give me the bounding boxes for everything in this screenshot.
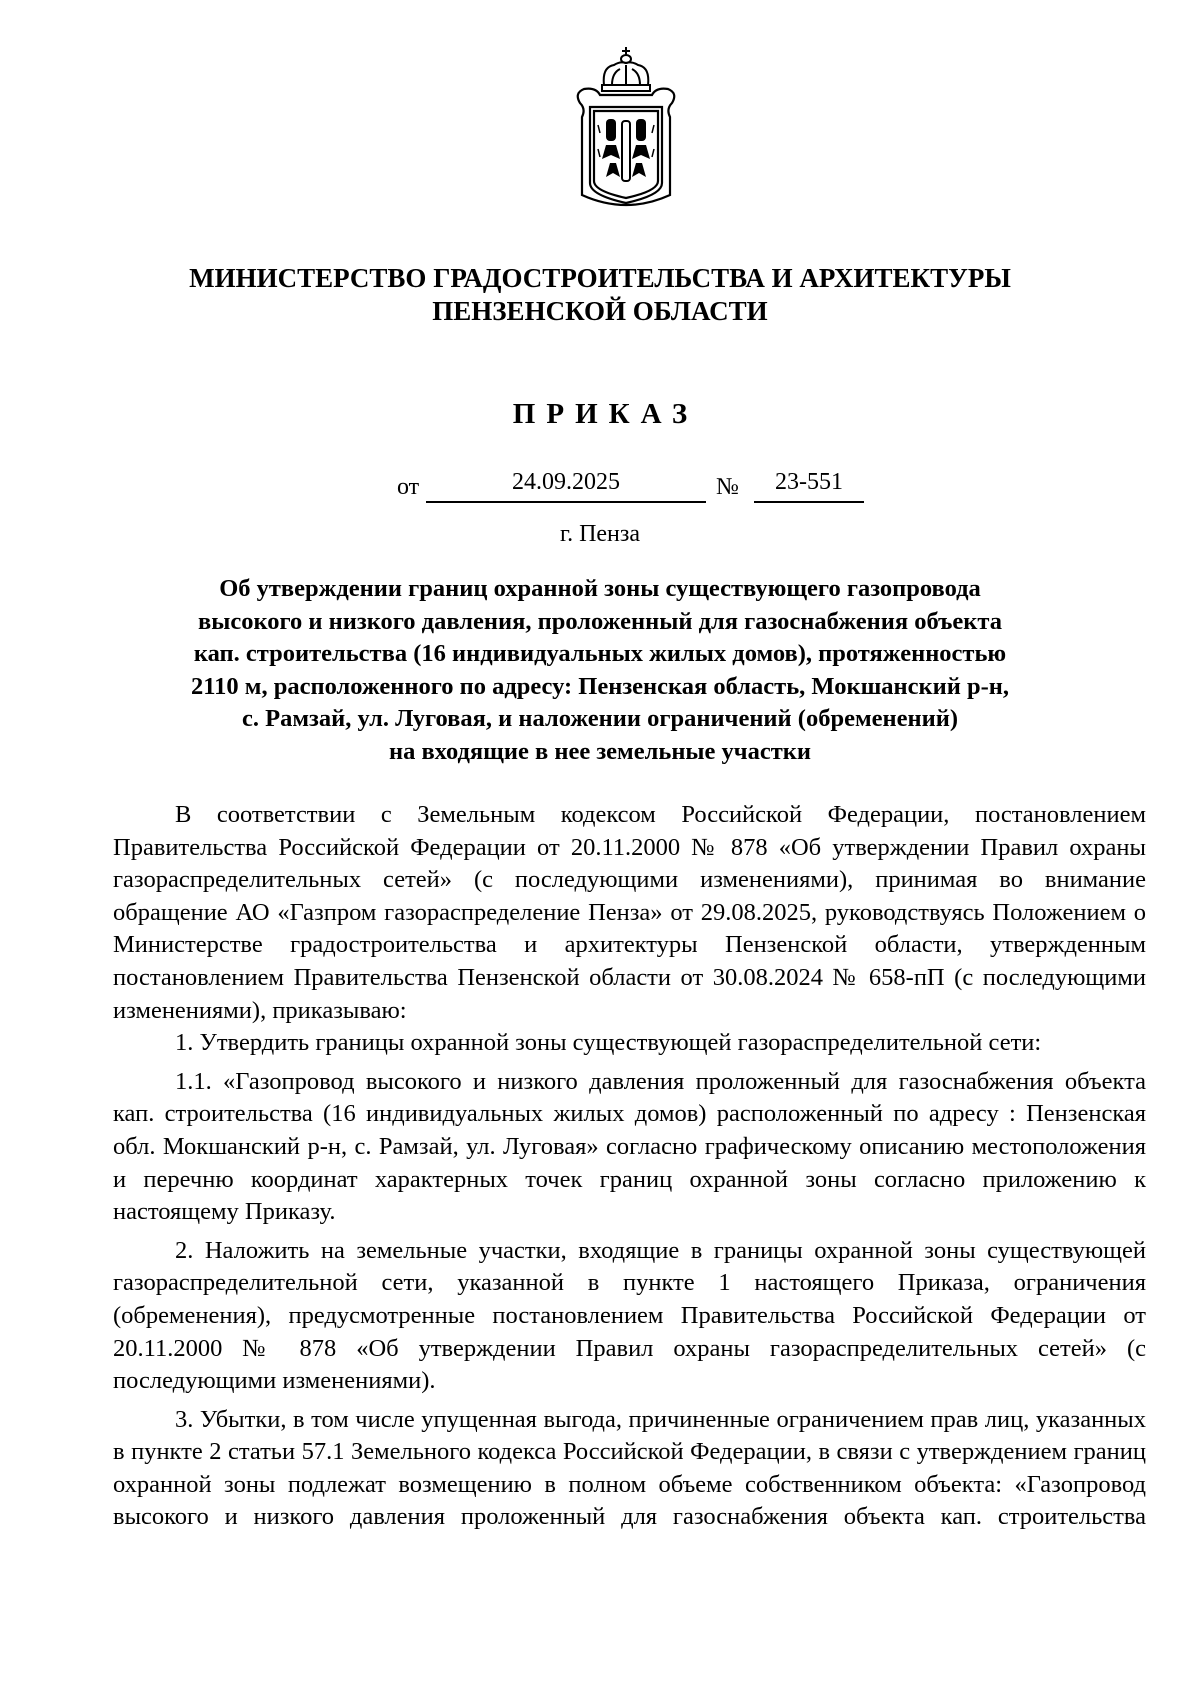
ministry-name-line2: ПЕНЗЕНСКОЙ ОБЛАСТИ: [432, 296, 768, 326]
number-prefix: №: [716, 474, 739, 500]
document-subject: [130, 573, 1070, 768]
penza-region-coat-of-arms-icon: [570, 45, 682, 210]
document-date: 24.09.2025: [426, 468, 706, 503]
document-body: [113, 799, 1146, 1534]
subject-line: высокого и низкого давления, проложенный для газоснабжения объекта: [198, 607, 1002, 635]
preamble-paragraph: В соответствии с Земельным кодексом Российской Федерации, постановлением Правительства Российской Федерации от 20.11.2000 № 878 «Об утверждении Правил охраны газораспределительных сетей» (с последующими изменениями), принимая во внимание обращение АО «Газпром газораспределение Пенза» от 29.08.2025, руководствуясь Положением о Министерстве градостроительства и архитектуры Пензенской области, утвержденным постановлением Правительства Пензенской области от 30.08.2024 № 658-пП (с последующими изменениями), приказываю:: [113, 801, 1146, 1024]
item-2-paragraph: 2. Наложить на земельные участки, входящие в границы охранной зоны существующей газораспределительной сети, указанной в пункте 1 настоящего Приказа, ограничения (обременения), предусмотренные постановлением Правительства Российской Федерации от 20.11.2000 № 878 «Об утверждении Правил охраны газораспределительных сетей» (с последующими изменениями).: [113, 1236, 1146, 1395]
document-type-title: ПРИКАЗ: [512, 398, 699, 430]
subject-line: с. Рамзай, ул. Луговая, и наложении ограничений (обременений): [241, 705, 959, 732]
item-1-1-paragraph: 1.1. «Газопровод высокого и низкого давления проложенный для газоснабжения объекта кап. строительства (16 индивидуальных жилых домов) расположенный по адресу : Пензенская обл. Мокшанский р-н, с. Рамзай, ул. Луговая» согласно графическому описанию местоположения и перечню координат характерных точек границ охранной зоны согласно приложению к настоящему Приказу.: [113, 1067, 1146, 1226]
date-prefix: от: [397, 474, 420, 500]
item-1-paragraph: 1. Утвердить границы охранной зоны существующей газораспределительной сети:: [175, 1029, 1042, 1057]
subject-line: кап. строительства (16 индивидуальных жилых домов), протяженностью: [193, 640, 1007, 667]
ministry-name: [0, 262, 1200, 328]
subject-line: 2110 м, расположенного по адресу: Пензенская область, Мокшанский р-н,: [191, 672, 1009, 700]
document-requisites: [0, 468, 1200, 504]
document-city: г. Пенза: [559, 521, 641, 547]
item-3-paragraph: 3. Убытки, в том числе упущенная выгода, причиненные ограничением прав лиц, указанных в пункте 2 статьи 57.1 Земельного кодекса Российской Федерации, в связи с утверждением границ охранной зоны подлежат возмещению в полном объеме собственником объекта: «Газопровод высокого и низкого давления проложенный для газоснабжения объекта кап. строительства: [113, 1405, 1146, 1531]
ministry-name-line1: МИНИСТЕРСТВО ГРАДОСТРОИТЕЛЬСТВА И АРХИТЕКТУРЫ: [189, 263, 1011, 293]
subject-line: Об утверждении границ охранной зоны существующего газопровода: [219, 575, 981, 602]
document-number: 23-551: [754, 468, 864, 503]
subject-line: на входящие в нее земельные участки: [388, 737, 812, 765]
